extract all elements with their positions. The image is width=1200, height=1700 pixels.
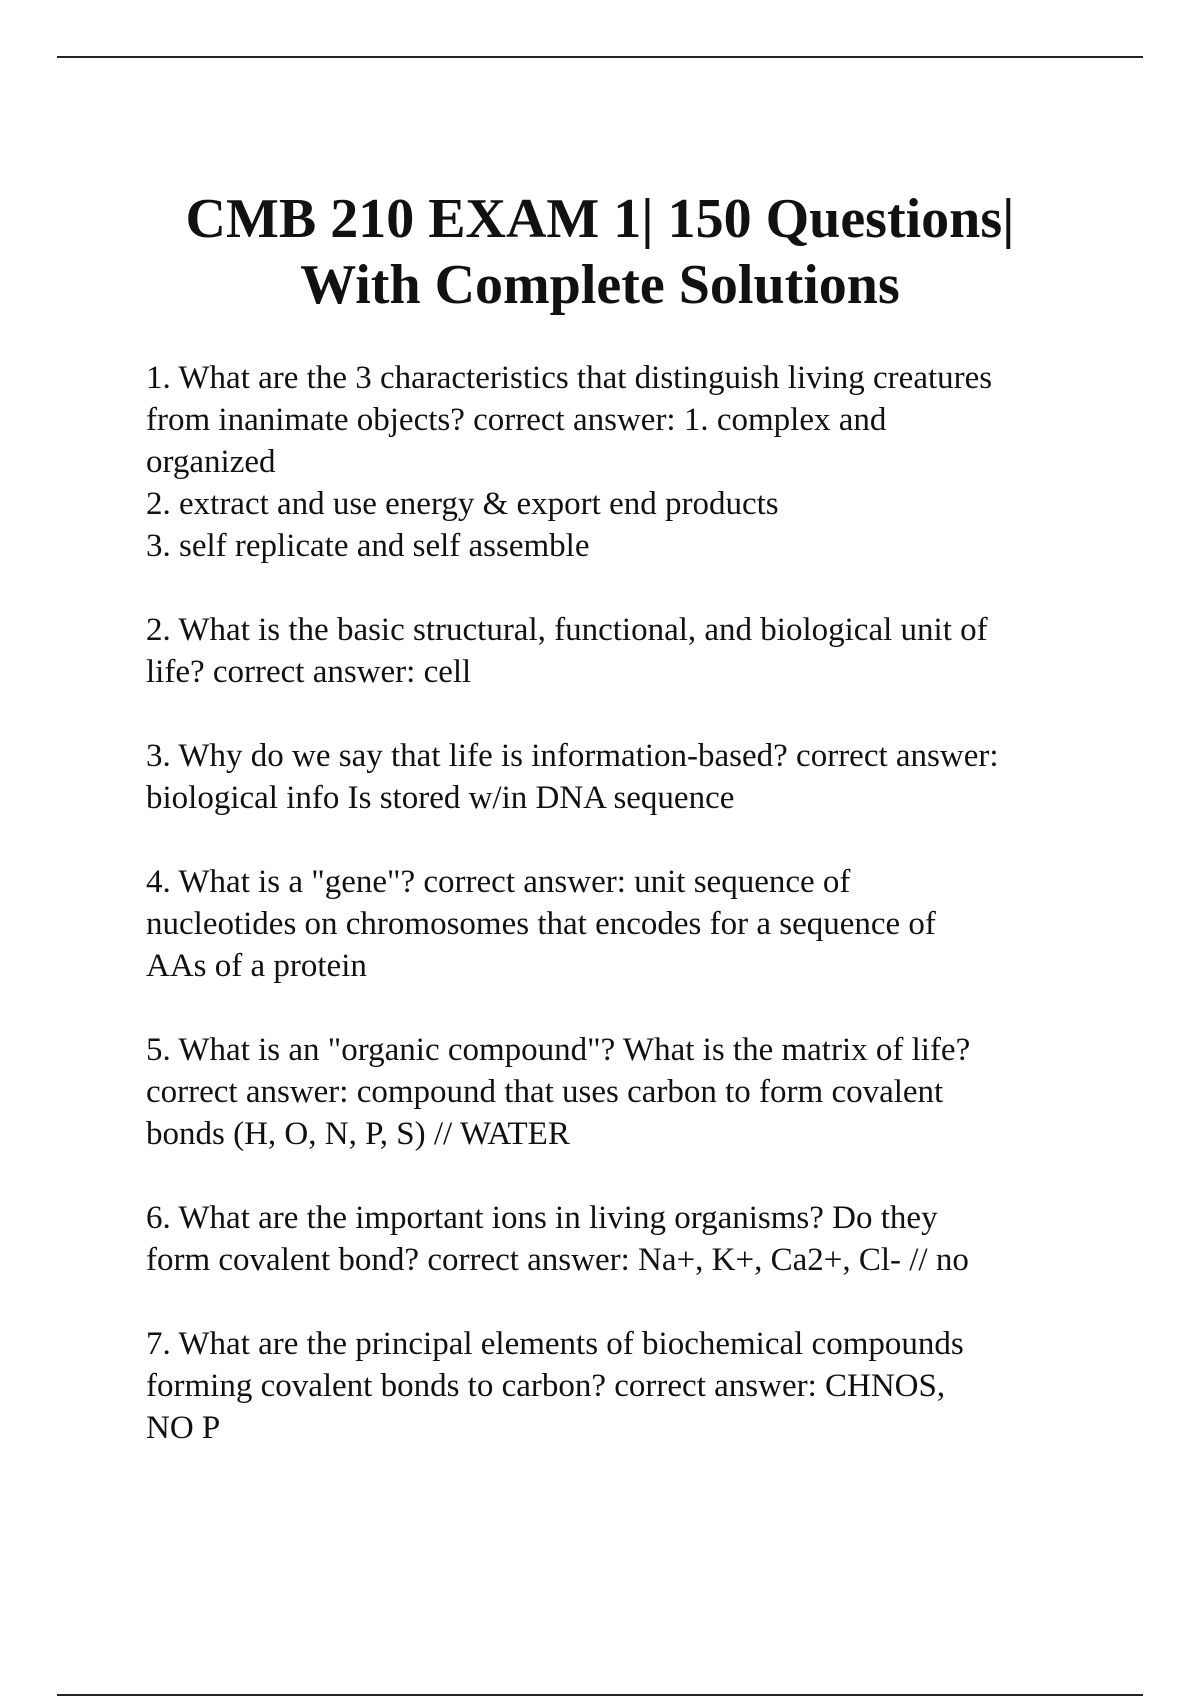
question-line: 6. What are the important ions in living organisms? Do they xyxy=(146,1200,938,1236)
question-line: 4. What is a "gene"? correct answer: unit sequence of xyxy=(146,864,851,900)
document-title xyxy=(60,186,1140,318)
question-item xyxy=(146,1197,1096,1281)
title-line-1: CMB 210 EXAM 1| 150 Questions| xyxy=(185,188,1015,250)
question-line: 1. What are the 3 characteristics that distinguish living creatures xyxy=(146,360,993,396)
question-line: 5. What is an "organic compound"? What is the matrix of life? xyxy=(146,1032,971,1068)
question-item xyxy=(146,357,1096,567)
question-item xyxy=(146,861,1096,987)
question-line: organized xyxy=(146,444,276,480)
question-line: 3. self replicate and self assemble xyxy=(146,528,590,564)
question-item xyxy=(146,609,1096,693)
question-line: correct answer: compound that uses carbon to form covalent xyxy=(146,1074,944,1110)
question-line: life? correct answer: cell xyxy=(146,654,472,690)
question-line: from inanimate objects? correct answer: 1. complex and xyxy=(146,402,887,438)
question-line: NO P xyxy=(146,1410,221,1446)
question-line: biological info Is stored w/in DNA sequence xyxy=(146,780,735,816)
question-line: 2. extract and use energy & export end products xyxy=(146,486,779,522)
question-item xyxy=(146,1029,1096,1155)
question-list xyxy=(146,357,1096,1491)
bottom-rule xyxy=(57,1694,1143,1696)
title-line-2: With Complete Solutions xyxy=(300,254,900,316)
question-line: nucleotides on chromosomes that encodes for a sequence of xyxy=(146,906,936,942)
question-item xyxy=(146,735,1096,819)
question-line: 7. What are the principal elements of biochemical compounds xyxy=(146,1326,964,1362)
question-line: 2. What is the basic structural, functional, and biological unit of xyxy=(146,612,988,648)
question-line: 3. Why do we say that life is information-based? correct answer: xyxy=(146,738,999,774)
top-rule xyxy=(57,56,1143,58)
question-line: form covalent bond? correct answer: Na+, K+, Ca2+, Cl- // no xyxy=(146,1242,969,1278)
question-line: forming covalent bonds to carbon? correct answer: CHNOS, xyxy=(146,1368,946,1404)
question-line: bonds (H, O, N, P, S) // WATER xyxy=(146,1116,570,1152)
question-line: AAs of a protein xyxy=(146,948,367,984)
question-item xyxy=(146,1323,1096,1449)
